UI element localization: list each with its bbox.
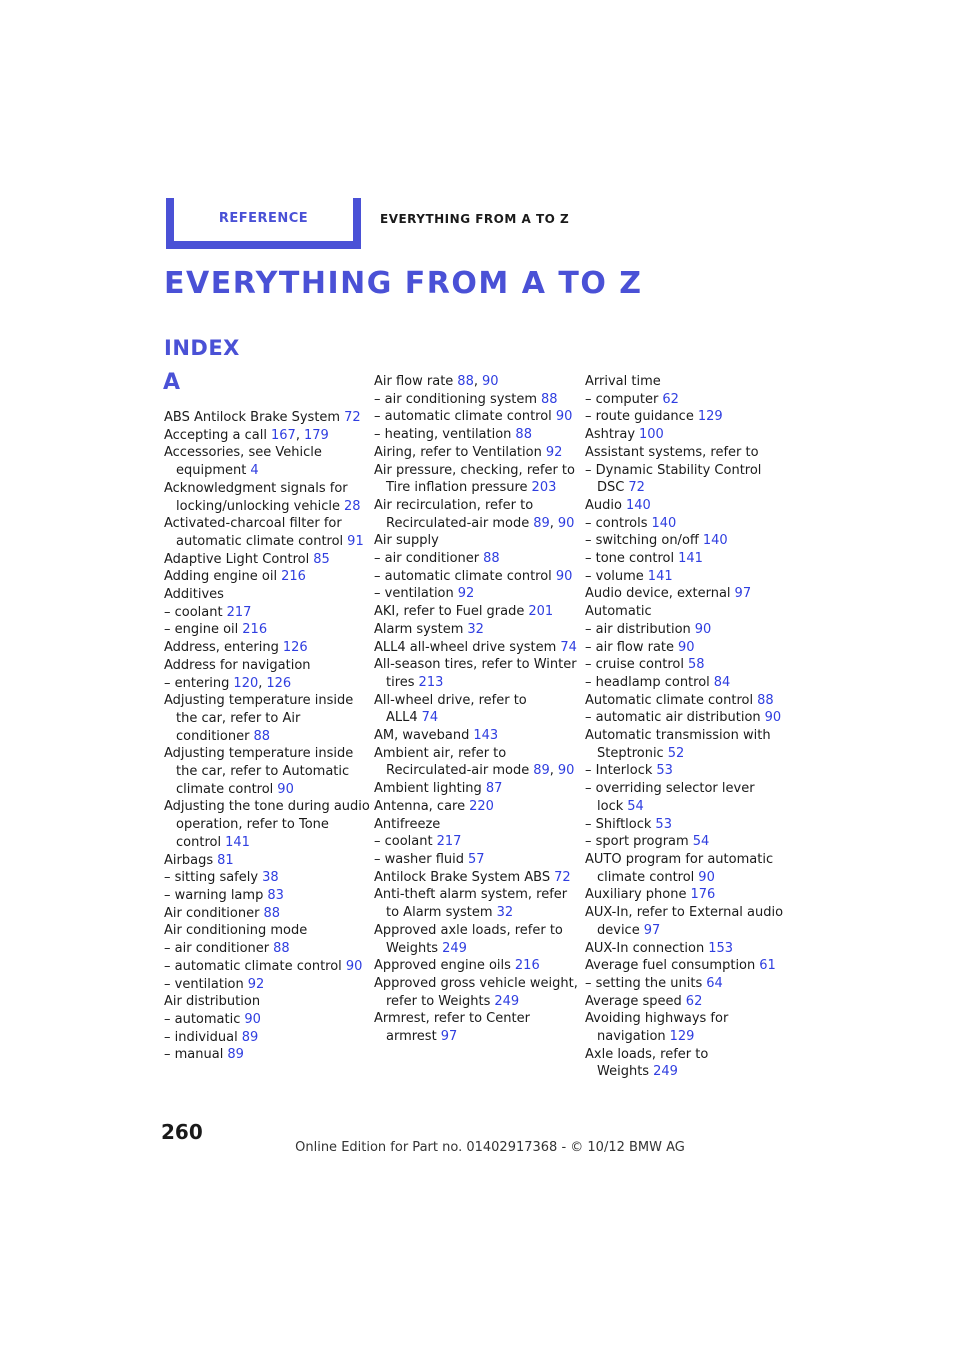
page-reference-link[interactable]: 90 <box>764 710 782 726</box>
page-reference-link[interactable]: 140 <box>702 533 728 549</box>
page-reference-link[interactable]: 176 <box>690 887 716 903</box>
page-reference-link[interactable]: 217 <box>226 604 252 620</box>
page-reference-link[interactable]: 249 <box>442 940 467 956</box>
index-entry <box>585 1010 790 1045</box>
index-entry <box>374 656 579 691</box>
index-entry <box>585 692 790 710</box>
index-entry <box>585 957 790 975</box>
page-reference-link[interactable]: 81 <box>217 852 234 868</box>
index-entry <box>164 692 374 745</box>
index-entry-text: AUX-In connection <box>585 940 705 956</box>
index-entry-text: Accessories, see Vehicle equipment <box>164 445 322 479</box>
index-entry-text: Air conditioner <box>164 905 260 921</box>
index-entry <box>585 762 790 780</box>
page-reference-link[interactable]: 32 <box>496 905 514 921</box>
index-entry <box>374 1010 579 1045</box>
index-entry-text: Automatic <box>585 604 652 620</box>
index-entry <box>374 833 579 851</box>
index-entry-text: AUTO program for automatic climate control <box>585 851 774 885</box>
index-entry-text: Ambient lighting <box>374 781 482 797</box>
index-entry <box>164 887 374 905</box>
index-entry-text: Audio <box>585 497 622 513</box>
page-reference-link[interactable]: 62 <box>685 993 703 1009</box>
page-reference-link[interactable]: 92 <box>457 586 475 602</box>
page-title: EVERYTHING FROM A TO Z <box>164 266 643 301</box>
index-entry-text: – coolant <box>374 834 433 850</box>
index-entry <box>374 922 579 957</box>
index-entry-text: Ambient air, refer to Recirculated-air mode <box>374 745 530 779</box>
page-reference-link[interactable]: 126 <box>282 640 308 656</box>
index-entry-text: Air supply <box>374 533 439 549</box>
index-entry-text: – volume <box>585 568 644 584</box>
index-entry-text: – automatic <box>164 1011 241 1027</box>
index-entry <box>374 886 579 921</box>
index-entry-text: Anti-theft alarm system, refer to Alarm system <box>374 887 568 921</box>
index-entry-text: – individual <box>164 1029 238 1045</box>
index-entry <box>374 727 579 745</box>
index-column-2 <box>374 373 579 1046</box>
index-entry-text: Additives <box>164 587 224 603</box>
index-entry-text: AKI, refer to Fuel grade <box>374 604 525 620</box>
page-reference-link[interactable]: 72 <box>628 480 645 496</box>
index-entry <box>164 409 374 427</box>
index-entry <box>374 975 579 1010</box>
index-entry-text: Antenna, care <box>374 798 466 814</box>
page-reference-link[interactable]: 216 <box>242 622 268 638</box>
page-reference-link[interactable]: 90 <box>244 1011 261 1027</box>
index-entry <box>374 585 579 603</box>
index-entry <box>374 550 579 568</box>
index-entry <box>585 816 790 834</box>
page-reference-link[interactable]: 90 <box>557 763 575 779</box>
index-entry <box>585 373 790 391</box>
index-entry <box>164 976 374 994</box>
index-entry <box>164 922 374 940</box>
index-entry <box>585 780 790 815</box>
index-entry <box>374 621 579 639</box>
page-reference-link[interactable]: 129 <box>697 409 723 425</box>
page-reference-link[interactable]: 89 <box>533 763 550 779</box>
index-entry <box>585 621 790 639</box>
index-entry-text: Air recirculation, refer to Recirculated-air mode <box>374 497 534 531</box>
page-reference-link[interactable]: 53 <box>655 816 672 832</box>
page-reference-link[interactable]: 87 <box>485 781 503 797</box>
page-reference-link[interactable]: 140 <box>651 515 677 531</box>
page-reference-link[interactable]: 141 <box>678 551 703 567</box>
page-reference-link[interactable]: 140 <box>625 497 651 513</box>
index-entry <box>585 1046 790 1081</box>
page-reference-link[interactable]: 90 <box>557 515 575 531</box>
index-entry-text: Arrival time <box>585 374 661 389</box>
index-entry-text: Automatic climate control <box>585 692 754 708</box>
index-entry-text: Assistant systems, refer to <box>585 444 759 460</box>
page-reference-link[interactable]: 97 <box>440 1029 458 1045</box>
page-reference-link[interactable]: 141 <box>647 568 673 584</box>
index-entry-text: – tone control <box>585 551 675 567</box>
page-reference-link[interactable]: 179 <box>303 427 329 443</box>
section-title: INDEX <box>164 336 240 360</box>
running-header-title: EVERYTHING FROM A TO Z <box>380 212 570 226</box>
page-number: 260 <box>161 1120 203 1144</box>
page-reference-link[interactable]: 72 <box>554 869 571 885</box>
page-reference-link[interactable]: 213 <box>418 674 444 690</box>
page-reference-link[interactable]: 54 <box>692 834 710 850</box>
index-entry-text: – air conditioner <box>374 551 480 567</box>
index-entry <box>374 692 579 727</box>
index-entry-text: Axle loads, refer to Weights <box>585 1046 709 1080</box>
index-entry <box>374 639 579 657</box>
index-entry: Air recirculation, refer to Recirculated-air mode 89, 90 <box>374 497 575 531</box>
index-entry-text: ABS Antilock Brake System <box>164 410 341 425</box>
index-entry-text: – entering <box>164 675 230 691</box>
index-entry-text: – coolant <box>164 604 223 620</box>
index-entry <box>164 1011 374 1029</box>
index-column-1 <box>164 409 374 1064</box>
index-entry-text: – route guidance <box>585 409 694 425</box>
page-reference-link[interactable]: 143 <box>473 728 499 744</box>
index-entry-text: Armrest, refer to Center armrest <box>374 1011 530 1045</box>
index-entry-text: – heating, ventilation <box>374 427 512 443</box>
index-entry <box>374 426 579 444</box>
page-reference-link[interactable]: 53 <box>656 763 673 779</box>
page-reference-link[interactable]: 129 <box>669 1029 695 1045</box>
index-entry-text: Approved engine oils <box>374 958 511 974</box>
page-reference-link[interactable]: 84 <box>713 674 731 690</box>
index-entry <box>585 408 790 426</box>
index-entry-text: Air conditioning mode <box>164 923 308 939</box>
index-entry <box>374 462 579 497</box>
page-reference-link[interactable]: 217 <box>436 834 462 850</box>
page-reference-link[interactable]: 85 <box>313 551 330 567</box>
index-entry <box>585 444 790 462</box>
index-entry-text: – air conditioning system <box>374 391 538 407</box>
index-entry <box>585 904 790 939</box>
page-reference-link[interactable]: 91 <box>347 533 364 549</box>
index-entry-text: Air flow rate <box>374 374 454 389</box>
index-entry <box>585 462 790 497</box>
page-reference-link[interactable]: 88 <box>541 391 558 407</box>
page-reference-link[interactable]: 88 <box>457 374 474 389</box>
index-entry-text: All-season tires, refer to Winter tires <box>374 657 577 690</box>
index-entry-text: Average fuel consumption <box>585 958 756 974</box>
index-entry <box>164 480 374 515</box>
page-reference-link[interactable]: 90 <box>345 958 363 974</box>
page-reference-link[interactable]: 167 <box>270 427 296 443</box>
index-entry <box>164 551 374 569</box>
index-entry <box>164 905 374 923</box>
index-entry <box>164 798 374 851</box>
index-entry-text: Approved axle loads, refer to Weights <box>374 922 563 956</box>
index-entry-text: – Dynamic Stability Control DSC <box>585 462 762 496</box>
index-entry-text: – ventilation <box>374 586 454 602</box>
index-entry <box>585 656 790 674</box>
index-entry <box>374 798 579 816</box>
index-entry-text: Accepting a call <box>164 427 267 443</box>
page-reference-link[interactable]: 32 <box>467 621 484 637</box>
index-entry-text: – setting the units <box>585 975 703 991</box>
index-entry <box>585 568 790 586</box>
index-entry <box>374 869 579 887</box>
page-reference-link[interactable]: 83 <box>267 887 284 903</box>
page-reference-link[interactable]: 52 <box>667 745 685 761</box>
index-entry-text: – Interlock <box>585 763 653 779</box>
index-entry: Ambient air, refer to Recirculated-air mode 89, 90 <box>374 745 575 779</box>
index-entry: – entering 120, 126 <box>164 675 292 691</box>
page-reference-link[interactable]: 92 <box>247 976 265 992</box>
page-reference-link[interactable]: 90 <box>277 781 294 797</box>
index-entry <box>164 852 374 870</box>
page-reference-link[interactable]: 58 <box>687 657 705 673</box>
page-reference-link[interactable]: 220 <box>469 798 494 814</box>
index-entry-text: Antifreeze <box>374 816 441 832</box>
index-entry <box>164 444 374 479</box>
index-entry <box>164 745 374 798</box>
index-entry <box>374 816 579 834</box>
index-entry-text: Adjusting the tone during audio operation, refer to Tone control <box>164 799 370 850</box>
page-reference-link[interactable]: 249 <box>494 993 520 1009</box>
index-entry-text: – automatic climate control <box>374 568 552 584</box>
index-entry <box>585 709 790 727</box>
index-entry-text: – switching on/off <box>585 533 699 549</box>
page-reference-link[interactable]: 89 <box>227 1047 244 1063</box>
page-reference-link[interactable]: 90 <box>698 869 715 885</box>
page-reference-link[interactable]: 100 <box>639 427 664 443</box>
page-reference-link[interactable]: 57 <box>468 851 485 867</box>
index-column-3 <box>585 373 790 1081</box>
section-tab <box>166 198 361 249</box>
index-entry <box>585 391 790 409</box>
page-reference-link[interactable]: 89 <box>241 1029 259 1045</box>
index-entry-text: Adjusting temperature inside the car, refer to Air conditioner <box>164 693 354 744</box>
page-reference-link[interactable]: 62 <box>662 391 679 407</box>
index-entry-text: – controls <box>585 515 648 531</box>
page-reference-link[interactable]: 38 <box>262 870 279 886</box>
page-reference-link[interactable]: 72 <box>344 410 361 425</box>
page-reference-link[interactable]: 216 <box>514 958 540 974</box>
index-entry-text: Airbags <box>164 852 214 868</box>
index-entry-text: Acknowledgment signals for locking/unlocking vehicle <box>164 480 348 514</box>
page-reference-link[interactable]: 74 <box>421 710 439 726</box>
index-entry-text: AM, waveband <box>374 728 470 744</box>
page-reference-link[interactable]: 64 <box>706 975 723 991</box>
index-entry <box>164 1046 374 1064</box>
footer-note: Online Edition for Part no. 01402917368 - © 10/12 BMW AG <box>295 1140 685 1155</box>
index-entry-text: – cruise control <box>585 657 684 673</box>
index-entry <box>585 833 790 851</box>
index-entry <box>164 621 374 639</box>
page-reference-link[interactable]: 88 <box>263 905 280 921</box>
index-entry <box>164 958 374 976</box>
index-entry-text: Air pressure, checking, refer to Tire inflation pressure <box>374 462 575 496</box>
index-entry <box>374 568 579 586</box>
index-entry <box>585 426 790 444</box>
index-entry-text: Average speed <box>585 993 682 1009</box>
section-tab-label: REFERENCE <box>218 211 309 226</box>
index-entry <box>164 940 374 958</box>
index-entry-text: AUX-In, refer to External audio device <box>585 905 784 938</box>
index-entry-text: – automatic air distribution <box>585 710 761 726</box>
index-entry <box>164 993 374 1011</box>
index-entry <box>374 408 579 426</box>
index-entry <box>374 957 579 975</box>
index-entry <box>164 568 374 586</box>
page-reference-link[interactable]: 90 <box>555 409 573 425</box>
index-entry-text: Auxiliary phone <box>585 887 687 903</box>
index-entry-text: Automatic transmission with Steptronic <box>585 728 771 761</box>
index-entry-text: – automatic climate control <box>374 409 552 425</box>
page-reference-link[interactable]: 90 <box>694 621 712 637</box>
index-entry <box>585 727 790 762</box>
page-reference-link[interactable]: 89 <box>533 515 550 531</box>
index-entry-text: – automatic climate control <box>164 958 342 974</box>
index-entry-text: – computer <box>585 391 659 407</box>
index-entry-text: – ventilation <box>164 976 244 992</box>
index-entry <box>585 886 790 904</box>
index-entry-text: – headlamp control <box>585 674 710 690</box>
page-reference-link[interactable]: 90 <box>555 568 573 584</box>
page-reference-link[interactable]: 88 <box>253 728 270 744</box>
index-entry-text: ALL4 all-wheel drive system <box>374 639 557 655</box>
page-reference-link[interactable]: 88 <box>483 551 500 567</box>
page-reference-link[interactable]: 97 <box>643 922 661 938</box>
page-reference-link[interactable]: 88 <box>515 427 532 443</box>
index-entry <box>585 940 790 958</box>
index-entry-text: Alarm system <box>374 621 464 637</box>
index-entry <box>585 550 790 568</box>
index-entry <box>164 515 374 550</box>
index-entry <box>374 780 579 798</box>
page-reference-link[interactable]: 153 <box>708 940 734 956</box>
index-entry <box>374 603 579 621</box>
index-entry <box>374 444 579 462</box>
index-entry <box>164 586 374 604</box>
index-entry-text: Adjusting temperature inside the car, refer to Automatic climate control <box>164 746 354 797</box>
index-entry-text: Ashtray <box>585 427 636 443</box>
index-entry <box>164 639 374 657</box>
page-reference-link[interactable]: 92 <box>545 444 563 460</box>
page-reference-link[interactable]: 249 <box>653 1064 678 1080</box>
page-reference-link[interactable]: 74 <box>560 639 577 655</box>
index-entry <box>585 993 790 1011</box>
index-entry <box>585 639 790 657</box>
index-entry-text: – air distribution <box>585 621 691 637</box>
page-reference-link[interactable]: 141 <box>225 834 250 850</box>
index-entry-text: Air distribution <box>164 994 261 1010</box>
index-entry <box>585 497 790 515</box>
index-entry <box>164 869 374 887</box>
page-reference-link[interactable]: 90 <box>678 639 695 655</box>
page-reference-link[interactable]: 88 <box>273 941 290 957</box>
index-entry-text: – air conditioner <box>164 941 270 957</box>
page-reference-link[interactable]: 90 <box>481 374 499 389</box>
index-entry-text: Address, entering <box>164 640 279 656</box>
index-entry-text: – washer fluid <box>374 851 465 867</box>
index-entry-text: – engine oil <box>164 622 239 638</box>
page-reference-link[interactable]: 126 <box>266 675 292 691</box>
index-entry <box>585 603 790 621</box>
index-entry-text: – overriding selector lever lock <box>585 781 755 814</box>
page-reference-link[interactable]: 61 <box>759 958 776 974</box>
page-reference-link[interactable]: 28 <box>343 498 361 514</box>
index-entry <box>585 674 790 692</box>
index-entry-text: Adaptive Light Control <box>164 551 310 567</box>
page-reference-link[interactable]: 203 <box>531 480 557 496</box>
page-reference-link[interactable]: 4 <box>250 463 259 479</box>
index-entry <box>585 532 790 550</box>
index-entry-text: – sport program <box>585 834 689 850</box>
index-letter-heading: A <box>163 370 181 395</box>
page-reference-link[interactable]: 216 <box>281 569 306 585</box>
page-reference-link[interactable]: 201 <box>528 604 554 620</box>
page-reference-link[interactable]: 54 <box>627 798 644 814</box>
index-entry-text: Airing, refer to Ventilation <box>374 444 542 460</box>
index-entry-text: – sitting safely <box>164 870 259 886</box>
index-entry-text: Antilock Brake System ABS <box>374 869 551 885</box>
index-entry-text: All-wheel drive, refer to ALL4 <box>374 692 527 726</box>
index-entry <box>164 657 374 675</box>
index-entry <box>374 391 579 409</box>
index-entry: Accepting a call 167, 179 <box>164 427 329 443</box>
page-reference-link[interactable]: 120 <box>233 675 259 691</box>
index-entry-text: Address for navigation <box>164 657 311 673</box>
index-entry-text: Avoiding highways for navigation <box>585 1011 729 1045</box>
index-entry <box>585 515 790 533</box>
index-entry-text: – air flow rate <box>585 639 675 655</box>
index-entry-text: Audio device, external <box>585 586 731 602</box>
index-entry-text: Approved gross vehicle weight, refer to Weights <box>374 975 578 1009</box>
index-entry-text: – Shiftlock <box>585 816 652 832</box>
index-entry-text: Activated-charcoal filter for automatic climate control <box>164 516 344 549</box>
index-entry <box>585 975 790 993</box>
index-entry <box>374 851 579 869</box>
index-entry <box>374 532 579 550</box>
index-entry: Air flow rate 88, 90 <box>374 374 499 389</box>
index-entry-text: – warning lamp <box>164 887 264 903</box>
page-reference-link[interactable]: 97 <box>734 586 752 602</box>
index-entry-text: – manual <box>164 1047 224 1063</box>
page-reference-link[interactable]: 88 <box>757 692 774 708</box>
index-entry <box>585 851 790 886</box>
index-entry <box>585 585 790 603</box>
index-entry-text: Adding engine oil <box>164 569 278 585</box>
index-entry <box>164 604 374 622</box>
index-entry <box>164 1029 374 1047</box>
